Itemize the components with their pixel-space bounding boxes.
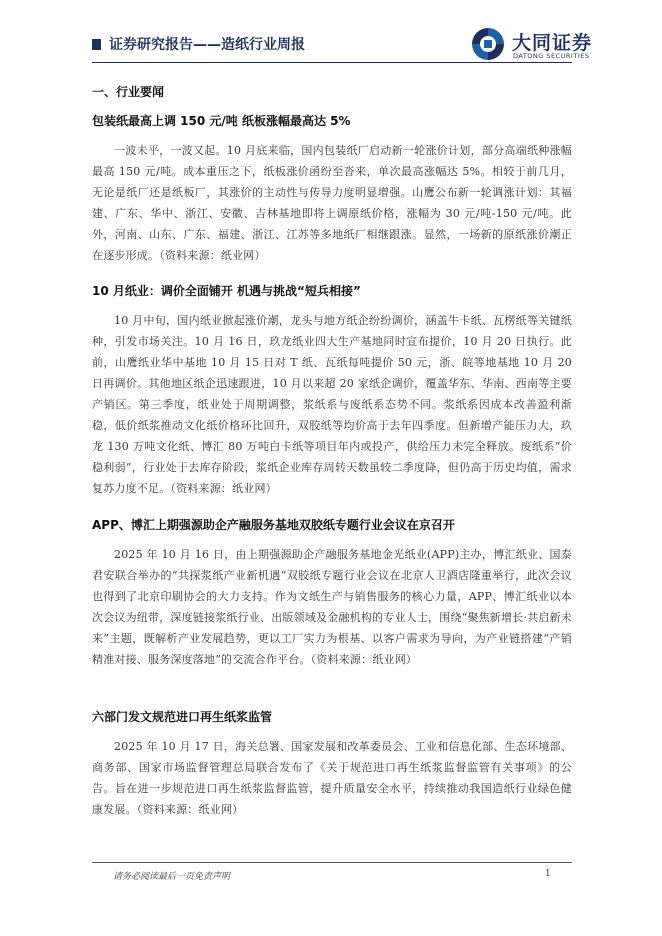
page-header <box>0 0 662 70</box>
article-3 <box>92 516 572 670</box>
article-2 <box>92 282 572 499</box>
article-body: 10 月中旬，国内纸业掀起涨价潮，龙头与地方纸企纷纷调价，涵盖牛卡纸、瓦楞纸等关键纸种，引发市场关注。10 月 16 日，玖龙纸业四大生产基地同时宣布提价，10 月 20 日执行。此前，山鹰纸业华中基地 10 月 15 日对 T 纸、瓦纸每吨提价 50 元，浙、皖等地基地 10 月 20 日再调价。其他地区纸企迅速跟进，10 月以来超 20 家纸企调价，覆盖华东、华南、西南等主要产销区。第三季度，纸业处于周期调整，浆纸系与废纸系态势不同。浆纸系因成本改善盈利渐稳，低价纸浆推动文化纸价格环比回升，双胶纸等均价高于去年四季度。但新增产能压力大，玖龙 130 万吨文化纸、博汇 80 万吨白卡纸等项目年内或投产，供给压力未完全释放。废纸系“价稳利弱”，行业处于去库存阶段，浆纸企业库存周转天数虽较二季度降，但仍高于历史均值，需求复苏力度不足。（资料来源：纸业网） <box>92 314 572 495</box>
footer-divider <box>92 862 572 863</box>
article-1 <box>92 112 572 266</box>
disclaimer-note: 请务必阅读最后一页免责声明 <box>113 872 231 882</box>
page-number: 1 <box>545 869 551 879</box>
article-title: APP、博汇上期强源助企产融服务基地双胶纸专题行业会议在京召开 <box>92 518 455 532</box>
datong-logo-icon <box>470 26 506 62</box>
report-title: 证券研究报告——造纸行业周报 <box>109 37 305 53</box>
logo-chinese-name: 大同证券 <box>512 32 593 54</box>
article-title: 包装纸最高上调 150 元/吨 纸板涨幅最高达 5% <box>92 114 351 128</box>
article-4 <box>92 708 572 820</box>
header-divider <box>92 62 572 63</box>
article-body: 一波未平，一波又起。10 月底来临，国内包装纸厂启动新一轮涨价计划，部分高端纸种涨幅最高 150 元/吨。成本重压之下，纸板涨价函纷至沓来，单次最高涨幅达 5%。相较于前几月，无论是纸厂还是纸板厂，其涨价的主动性与传导力度明显增强。山鹰公布新一轮调涨计划：其福建、广东、华中、浙江、安徽、吉林基地即将上调原纸价格，涨幅为 30 元/吨-150 元/吨。此外，河南、山东、广东、福建、浙江、江苏等多地纸厂相继跟涨。显然，一场新的原纸涨价潮正在逐步形成。（资料来源：纸业网） <box>92 144 572 262</box>
article-title: 10 月纸业：调价全面铺开 机遇与挑战“短兵相接” <box>92 284 361 298</box>
logo-english-name: DATONG SECURITIES <box>513 52 590 60</box>
company-logo <box>470 26 610 66</box>
article-body: 2025 年 10 月 17 日，海关总署、国家发展和改革委员会、工业和信息化部、生态环境部、商务部、国家市场监督管理总局联合发布了《关于规范进口再生纸浆监督监管有关事项》的公告。旨在进一步规范进口再生纸浆监督监管，提升质量安全水平，持续推动我国造纸行业绿色健康发展。（资料来源：纸业网） <box>92 740 572 816</box>
article-body: 2025 年 10 月 16 日，由上期强源助企产融服务基地金光纸业(APP)主办，博汇纸业、国泰君安联合举办的“共探浆纸产业新机遇”双胶纸专题行业会议在北京人卫酒店隆重举行，此次会议也得到了北京印刷协会的大力支持。作为文纸生产与销售服务的核心力量，APP、博汇纸业以本次会议为纽带，深度链接浆纸行业、出版领域及金融机构的专业人士，围绕“聚焦新增长·共启新未来”主题，既解析产业发展趋势，更以工厂实力为根基、以客户需求为导向，为产业链搭建“产销精准对接、服务深度落地”的交流合作平台。（资料来源：纸业网） <box>92 548 572 666</box>
section-title: 一、行业要闻 <box>92 85 165 99</box>
article-title: 六部门发文规范进口再生纸浆监管 <box>92 710 273 724</box>
header-square-marker <box>92 39 101 50</box>
